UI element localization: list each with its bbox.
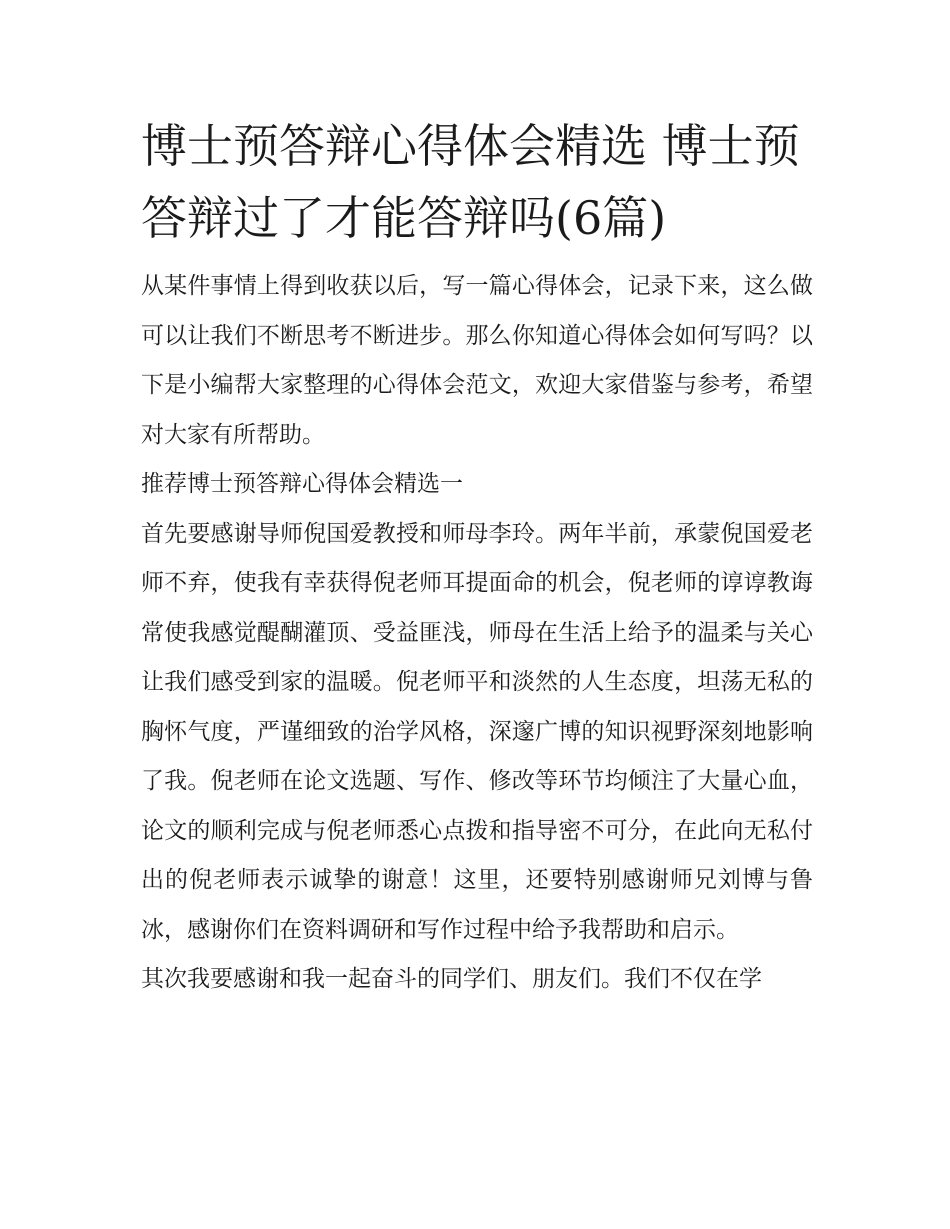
intro-paragraph: 从某件事情上得到收获以后，写一篇心得体会，记录下来，这么做可以让我们不断思考不断进步。那么你知道心得体会如何写吗？以下是小编帮大家整理的心得体会范文，欢迎大家借鉴与参考，希望对大家有所帮助。 <box>141 273 813 448</box>
body-paragraph-1: 首先要感谢导师倪国爱教授和师母李玲。两年半前，承蒙倪国爱老师不弃，使我有幸获得倪老师耳提面命的机会，倪老师的谆谆教诲常使我感觉醍醐灌顶、受益匪浅，师母在生活上给予的温柔与关心让我们感受到家的温暖。倪老师平和淡然的人生态度，坦荡无私的胸怀气度，严谨细致的治学风格，深邃广博的知识视野深刻地影响了我。倪老师在论文选题、写作、修改等环节均倾注了大量心血，论文的顺利完成与倪老师悉心点拨和指导密不可分，在此向无私付出的倪老师表示诚挚的谢意！这里，还要特别感谢师兄刘博与鲁冰，感谢你们在资料调研和写作过程中给予我帮助和启示。 <box>141 520 813 943</box>
document-body <box>141 110 813 1005</box>
section-heading: 推荐博士预答辩心得体会精选一 <box>141 471 463 497</box>
document-title: 博士预答辩心得体会精选 博士预答辩过了才能答辩吗(6篇) <box>141 119 800 245</box>
body-paragraph-2: 其次我要感谢和我一起奋斗的同学们、朋友们。我们不仅在学 <box>141 966 762 992</box>
